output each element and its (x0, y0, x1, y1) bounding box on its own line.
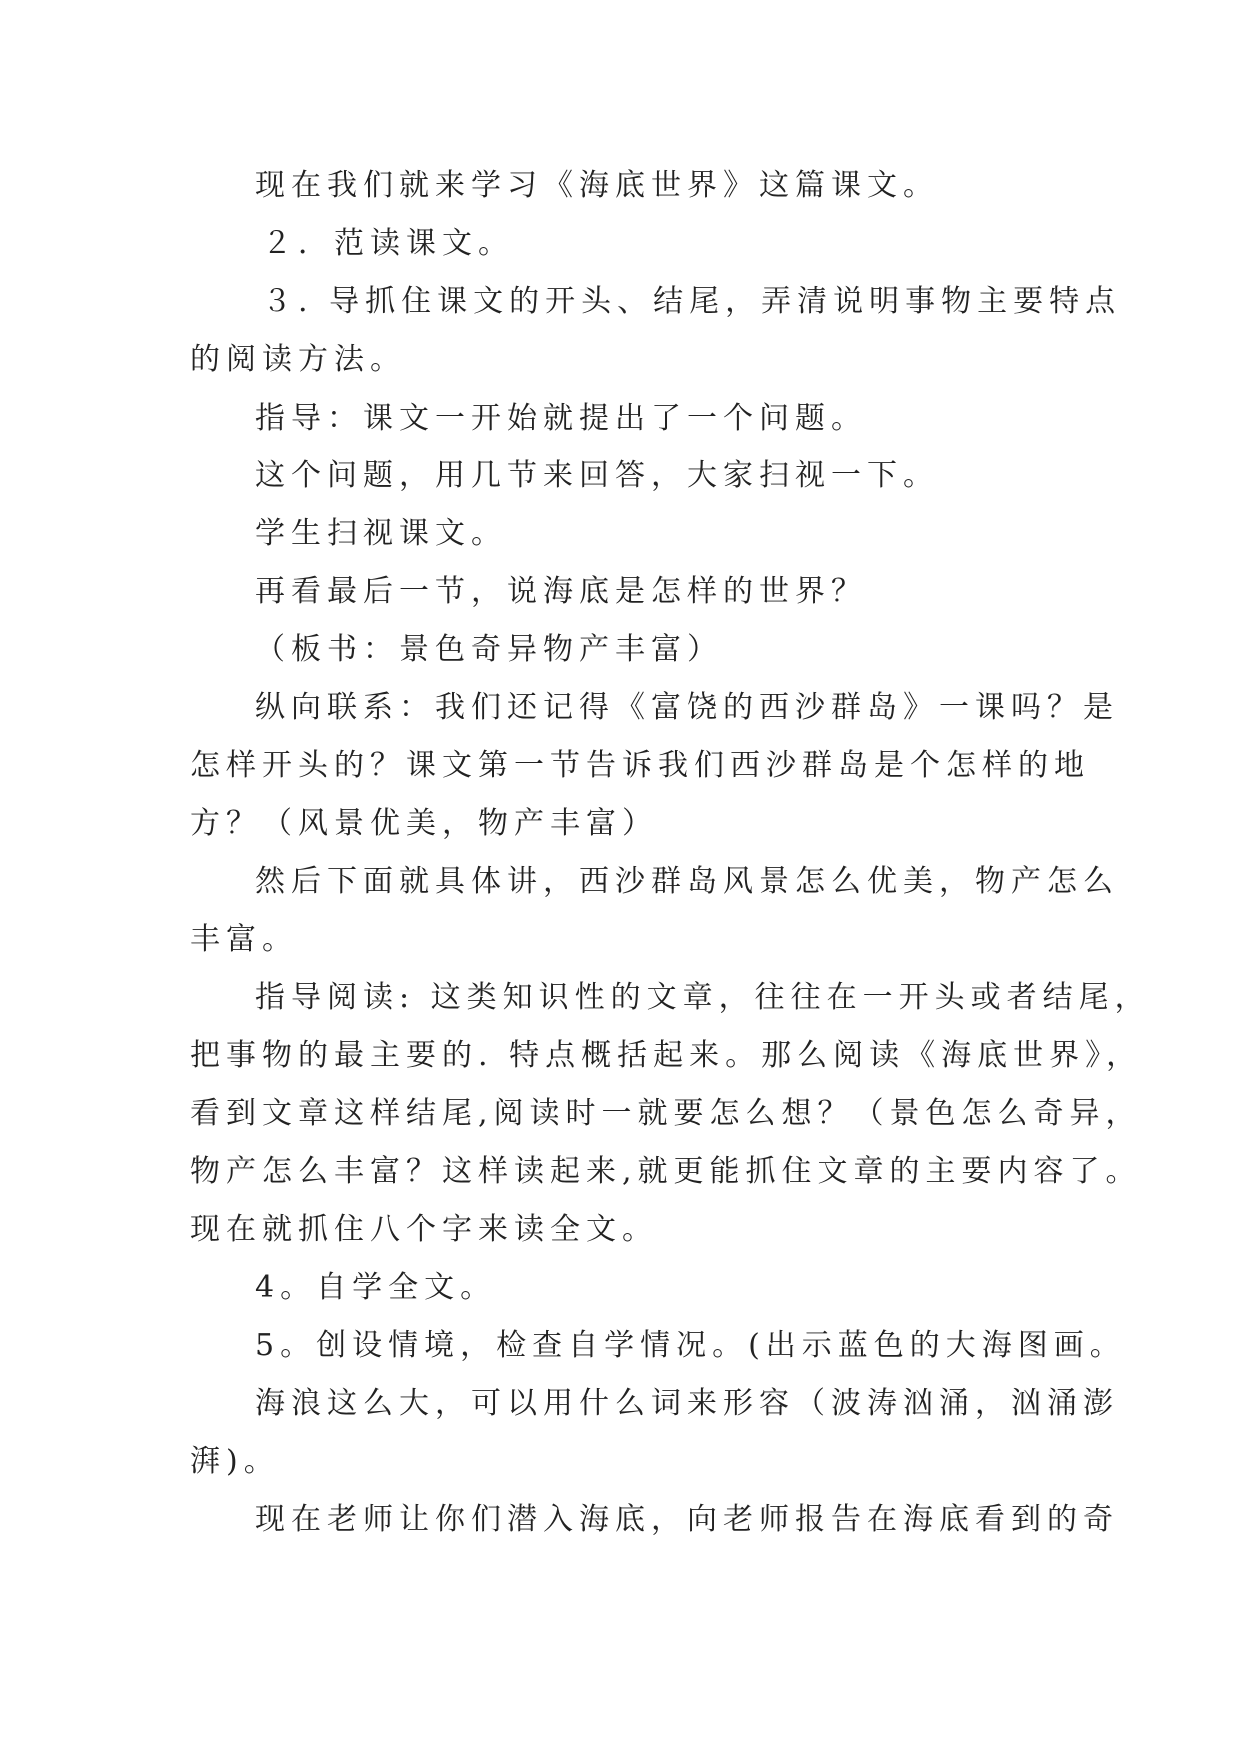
text-line-15: 指导阅读: 这类知识性的文章，往往在一开头或者结尾， (255, 980, 1151, 1015)
text-line-11: 怎样开头的？课文第一节告诉我们西沙群岛是个怎样的地 (190, 748, 1090, 783)
text-line-18: 物产怎么丰富？这样读起来,就更能抓住文章的主要内容了。 (190, 1154, 1142, 1189)
text-line-24: 现在老师让你们潜入海底，向老师报告在海底看到的奇 (255, 1502, 1119, 1537)
text-line-8: 再看最后一节，说海底是怎样的世界？ (255, 574, 867, 609)
text-line-4: 的阅读方法。 (190, 342, 406, 377)
text-line-14: 丰富。 (190, 922, 298, 957)
text-line-20: 4。自学全文。 (255, 1270, 497, 1305)
text-line-19: 现在就抓住八个字来读全文。 (190, 1212, 658, 1247)
text-line-16: 把事物的最主要的. 特点概括起来。那么阅读《海底世界》， (190, 1038, 1143, 1073)
text-line-7: 学生扫视课文。 (255, 516, 507, 551)
text-line-1: 现在我们就来学习《海底世界》这篇课文。 (255, 168, 939, 203)
text-line-12: 方？（风景优美，物产丰富） (190, 806, 658, 841)
text-line-2: ２．范读课文。 (262, 226, 514, 261)
text-line-21: 5。创设情境，检查自学情况。(出示蓝色的大海图画。 (255, 1328, 1126, 1363)
text-line-3: ３. 导抓住课文的开头、结尾，弄清说明事物主要特点 (262, 284, 1122, 319)
text-line-22: 海浪这么大，可以用什么词来形容（波涛汹涌，汹涌澎 (255, 1386, 1119, 1421)
text-line-5: 指导：课文一开始就提出了一个问题。 (255, 401, 867, 436)
text-line-17: 看到文章这样结尾,阅读时一就要怎么想？（景色怎么奇异， (190, 1096, 1142, 1131)
text-line-13: 然后下面就具体讲，西沙群岛风景怎么优美，物产怎么 (255, 864, 1119, 899)
text-line-10: 纵向联系：我们还记得《富饶的西沙群岛》一课吗？是 (255, 690, 1119, 725)
text-line-6: 这个问题，用几节来回答，大家扫视一下。 (255, 458, 939, 493)
text-line-23: 湃)。 (190, 1444, 280, 1479)
text-line-9: （板书：景色奇异物产丰富） (255, 632, 723, 667)
